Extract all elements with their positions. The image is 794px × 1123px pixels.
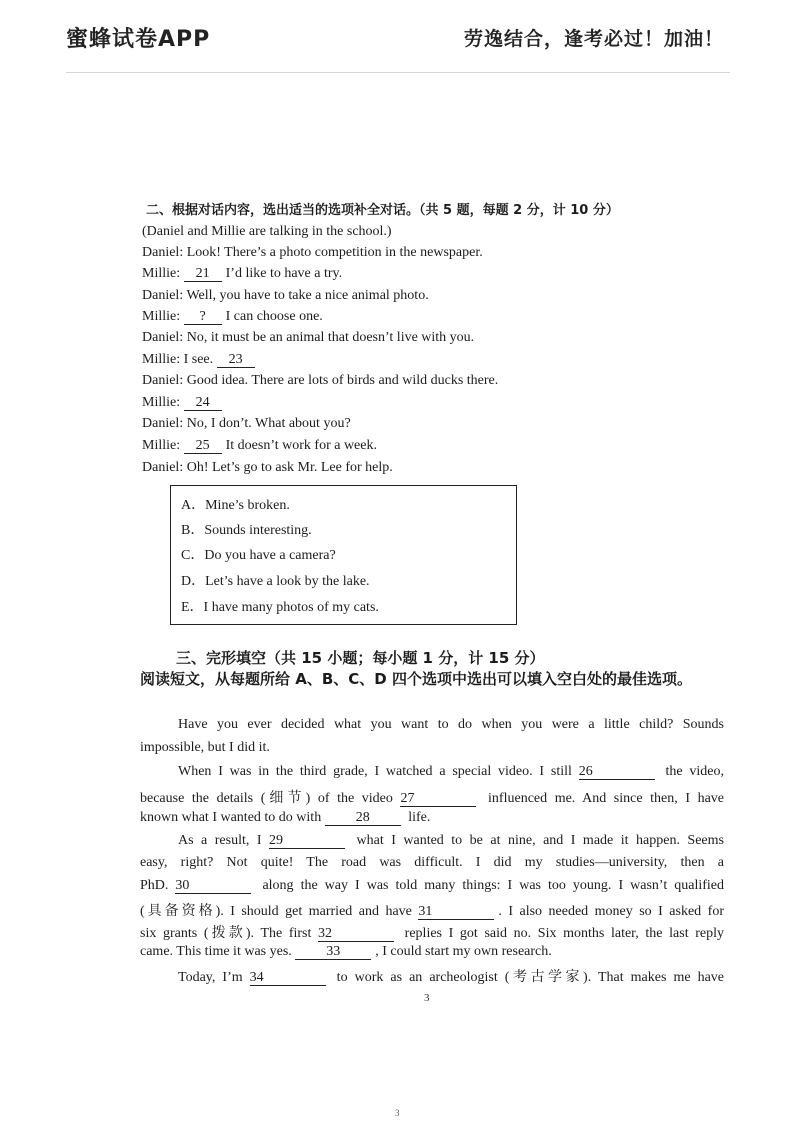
passage-text: impossible, but I did it. (140, 740, 270, 755)
passage-line (140, 922, 724, 942)
passage-line (140, 878, 724, 894)
cloze-blank: 31 (418, 904, 494, 920)
passage-line (140, 833, 724, 849)
dialogue-line (142, 288, 429, 304)
dialogue-line (142, 416, 351, 432)
passage-text: came. This time it was yes. (140, 944, 296, 959)
passage-text: , I could start my own research. (375, 944, 552, 959)
passage-text: PhD. (140, 878, 176, 893)
passage-text: along the way I was told many things: I was too young. I wasn’t qualified (255, 878, 724, 893)
dialogue-line (142, 460, 393, 476)
passage-text: to work as an archeologist (考古学家). That makes me have (329, 970, 725, 985)
header-divider (66, 72, 730, 73)
passage-line (140, 740, 724, 756)
dialogue-text: Daniel: No, I don’t. What about you? (142, 416, 351, 431)
cloze-blank: 32 (318, 926, 394, 942)
passage-text: replies I got said no. Six months later, the last reply (398, 926, 724, 941)
dialogue-line (142, 395, 226, 411)
passage-text: six grants (拨款). The first (140, 926, 319, 941)
section3-title: 三、完形填空（共 15 小题；每小题 1 分，计 15 分） (176, 649, 545, 667)
option-d: D．Let’s have a look by the lake. (181, 574, 370, 589)
dialogue-text: Millie: (142, 309, 184, 324)
dialogue-context: (Daniel and Millie are talking in the school.) (142, 224, 392, 239)
cloze-blank: 34 (250, 970, 326, 986)
dialogue-text: Millie: I see. (142, 352, 217, 367)
cloze-blank: 33 (295, 944, 371, 960)
dialogue-line (142, 245, 483, 261)
section2-title: 二、根据对话内容，选出适当的选项补全对话。（共 5 题，每题 2 分，计 10 分） (146, 203, 619, 218)
dialogue-line (142, 352, 259, 368)
cloze-blank: 29 (269, 833, 345, 849)
passage-line (140, 787, 724, 807)
passage-text: the video, (658, 764, 725, 779)
option-a: A．Mine’s broken. (181, 498, 290, 513)
passage-text: known what I wanted to do with (140, 810, 325, 825)
app-header (0, 0, 794, 72)
passage-text: life. (404, 810, 431, 825)
section3-instruction: 阅读短文，从每题所给 A、B、C、D 四个选项中选出可以填入空白处的最佳选项。 (140, 670, 692, 688)
brand-title: 蜜蜂试卷APP (66, 27, 211, 52)
dialogue-text: Daniel: Good idea. There are lots of birds and wild ducks there. (142, 373, 499, 388)
cloze-blank: 30 (175, 878, 251, 894)
answer-blank: 21 (184, 266, 222, 282)
answer-blank: 25 (184, 438, 222, 454)
dialogue-text: I can choose one. (225, 309, 323, 324)
passage-line (140, 900, 724, 920)
passage-text: Have you ever decided what you want to do when you were a little child? Sounds (178, 717, 724, 732)
passage-line (140, 764, 724, 780)
dialogue-text: Daniel: No, it must be an animal that doesn’t live with you. (142, 330, 475, 345)
passage-text: easy, right? Not quite! The road was difficult. I did my studies—university, then a (140, 855, 724, 870)
dialogue-line (142, 438, 377, 454)
answer-blank: ? (184, 309, 222, 325)
passage-text: what I wanted to be at nine, and I made it happen. Seems (349, 833, 724, 848)
cloze-blank: 28 (325, 810, 401, 826)
dialogue-line (142, 373, 498, 389)
dialogue-line (142, 309, 323, 325)
dialogue-text: Daniel: Oh! Let’s go to ask Mr. Lee for help. (142, 460, 393, 475)
answer-blank: 23 (217, 352, 255, 368)
dialogue-line (142, 266, 342, 282)
passage-text: When I was in the third grade, I watched a special video. I still (178, 764, 579, 779)
dialogue-line (142, 330, 474, 346)
options-box (170, 485, 517, 625)
dialogue-text: It doesn’t work for a week. (225, 438, 377, 453)
passage-text: (具备资格). I should get married and have (140, 904, 419, 919)
dialogue-text: Millie: (142, 266, 184, 281)
header-slogan: 劳逸结合，逢考必过！加油！ (463, 28, 724, 50)
dialogue-text: Daniel: Well, you have to take a nice animal photo. (142, 288, 429, 303)
cloze-blank: 27 (400, 791, 476, 807)
footer-page-number: 3 (395, 1108, 400, 1118)
passage-text: because the details (细节) of the video (140, 791, 401, 806)
option-b: B．Sounds interesting. (181, 523, 312, 538)
passage-line (140, 944, 724, 960)
passage-text: Today, I’m (178, 970, 250, 985)
dialogue-text: Millie: (142, 438, 184, 453)
answer-blank: 24 (184, 395, 222, 411)
dialogue-text: Daniel: Look! There’s a photo competition in the newspaper. (142, 245, 483, 260)
passage-line (140, 717, 724, 733)
option-c: C．Do you have a camera? (181, 548, 336, 563)
passage-line (140, 855, 724, 871)
option-e: E．I have many photos of my cats. (181, 600, 379, 615)
passage-text: . I also needed money so I asked for (498, 904, 724, 919)
cloze-blank: 26 (579, 764, 655, 780)
passage-text: As a result, I (178, 833, 270, 848)
dialogue-text: Millie: (142, 395, 184, 410)
dialogue-text: I’d like to have a try. (225, 266, 343, 281)
page-number: 3 (424, 992, 430, 1004)
passage-line (140, 810, 724, 826)
passage-text: influenced me. And since then, I have (480, 791, 724, 806)
passage-line (140, 966, 724, 986)
